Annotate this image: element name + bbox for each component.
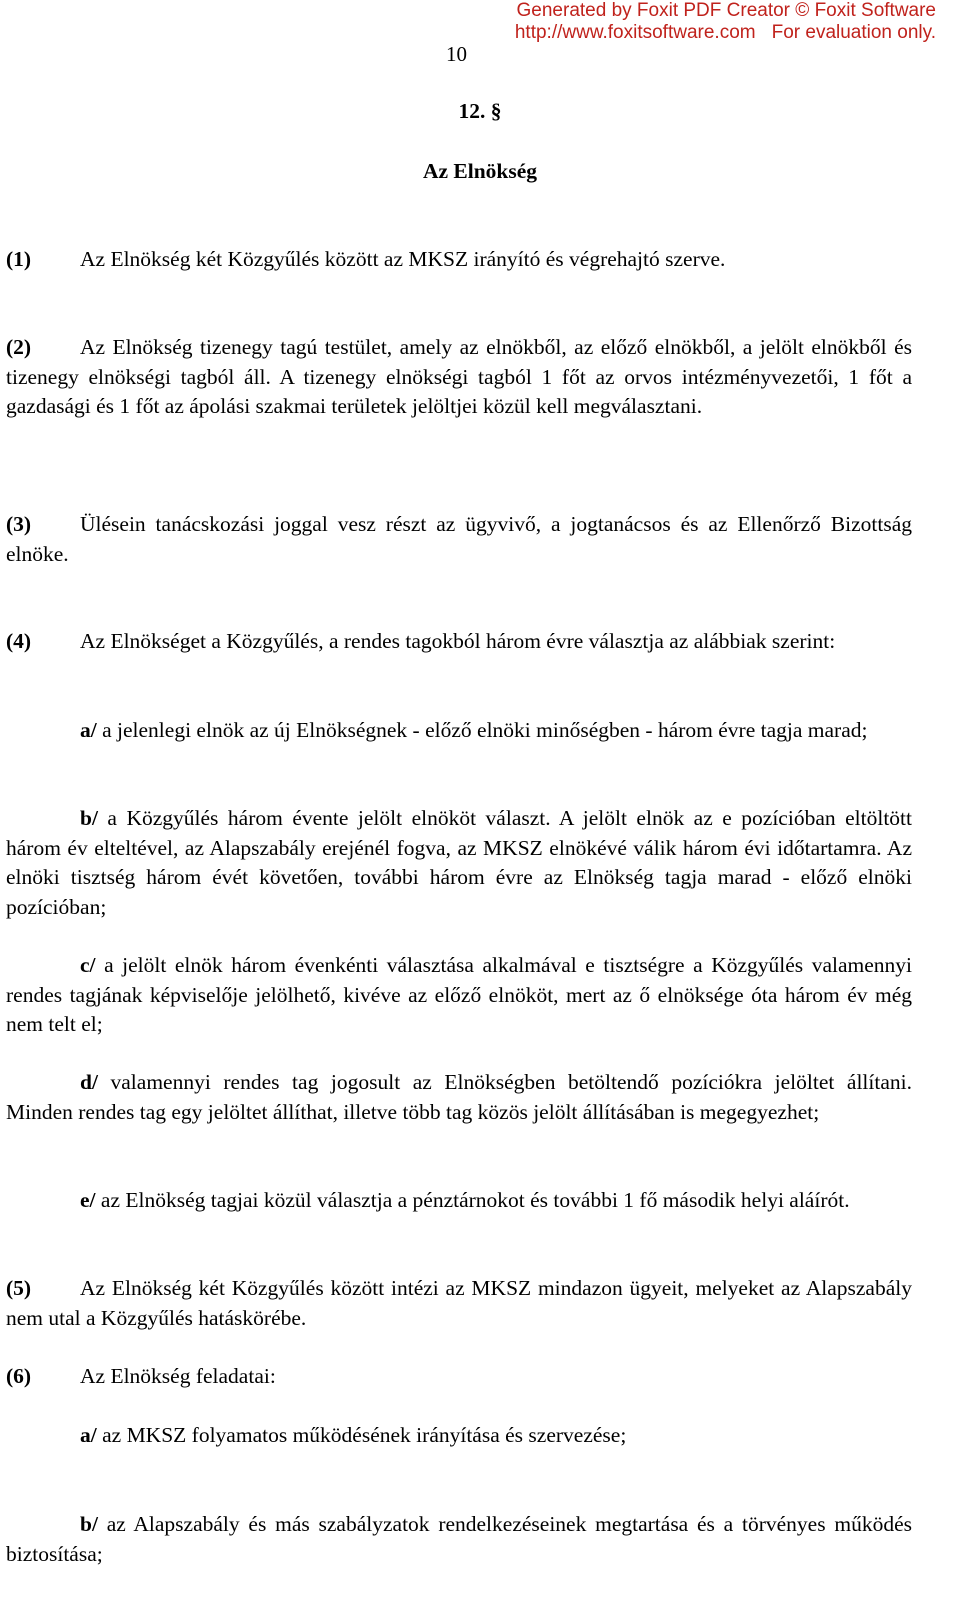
item-text: az Elnökség tagjai közül választja a pénztárnokot és további 1 fő második helyi aláírót. [95, 1188, 850, 1212]
item-label: b/ [80, 1512, 98, 1536]
paragraph-6-item-a [6, 1421, 912, 1451]
section-title: Az Elnökség [422, 159, 538, 183]
paragraph-number: (2) [6, 335, 32, 359]
foxit-watermark [515, 0, 936, 44]
item-label: a/ [80, 718, 97, 742]
paragraph-3 [6, 510, 912, 569]
paragraph-6 [6, 1362, 912, 1392]
item-label: b/ [80, 806, 98, 830]
paragraph-4-item-d [6, 1068, 912, 1127]
item-label: d/ [80, 1070, 98, 1094]
item-text: a jelenlegi elnök az új Elnökségnek - előző elnöki minőségben - három évre tagja marad; [96, 718, 868, 742]
watermark-line1: Generated by Foxit PDF Creator © Foxit Software [516, 0, 936, 21]
paragraph-text: Ülésein tanácskozási joggal vesz részt az ügyvivő, a jogtanácsos és az Ellenőrző Bizottság elnöke. [6, 512, 912, 566]
item-text: valamennyi rendes tag jogosult az Elnökségben betöltendő pozíciókra jelöltet állítani. Minden rendes tag egy jelöltet állíthat, illetve több tag közös jelölt állításában is megegyezhet; [6, 1070, 912, 1124]
item-text: a jelölt elnök három évenkénti választása alkalmával e tisztségre a Közgyűlés valamennyi rendes tagjának képviselője jelölhető, kivéve az előző elnököt, mert az ő elnöksége óta három év még nem telt el; [6, 953, 912, 1036]
paragraph-number: (5) [6, 1276, 32, 1300]
paragraph-4-item-b [6, 804, 912, 922]
paragraph-4-item-a [6, 716, 912, 746]
paragraph-5 [6, 1274, 912, 1333]
item-label: e/ [80, 1188, 96, 1212]
paragraph-number: (6) [6, 1364, 32, 1388]
item-text: az Alapszabály és más szabályzatok rendelkezéseinek megtartása és a törvényes működés biztosítása; [6, 1512, 912, 1566]
paragraph-number: (1) [6, 247, 32, 271]
paragraph-text: Az Elnökség két Közgyűlés között intézi az MKSZ mindazon ügyeit, melyeket az Alapszabály nem utal a Közgyűlés hatáskörébe. [6, 1276, 912, 1330]
item-text: az MKSZ folyamatos működésének irányítása és szervezése; [96, 1423, 627, 1447]
paragraph-1 [6, 245, 912, 275]
watermark-url: http://www.foxitsoftware.com [514, 22, 756, 43]
paragraph-2 [6, 333, 912, 422]
item-label: c/ [80, 953, 96, 977]
item-label: a/ [80, 1423, 97, 1447]
section-number: 12. § [458, 99, 502, 123]
item-text: a Közgyűlés három évente jelölt elnököt választ. A jelölt elnök az e pozícióban eltöltött három év elteltével, az Alapszabály erejénél fogva, az MKSZ elnökévé válik három évi időtartamra. Az elnöki tisztség három évét követően, további három évre az Elnökség tagja marad - előző elnöki pozícióban; [6, 806, 912, 919]
paragraph-number: (3) [6, 512, 32, 536]
paragraph-4-item-c [6, 951, 912, 1040]
watermark-note: For evaluation only. [771, 22, 936, 43]
paragraph-6-item-b [6, 1510, 912, 1569]
paragraph-text: Az Elnökség két Közgyűlés között az MKSZ irányító és végrehajtó szerve. [80, 247, 726, 271]
paragraph-text: Az Elnökség tizenegy tagú testület, amely az elnökből, az előző elnökből, a jelölt elnökből és tizenegy elnökségi tagból áll. A tizenegy elnökségi tagból 1 főt az orvos intézményvezetői, 1 főt a gazdasági és 1 főt az ápolási szakmai területek jelöltjei közül kell megválasztani. [6, 335, 912, 418]
paragraph-number: (4) [6, 629, 32, 653]
paragraph-4-item-e [6, 1186, 912, 1216]
paragraph-text: Az Elnökséget a Közgyűlés, a rendes tagokból három évre választja az alábbiak szerint: [80, 629, 836, 653]
paragraph-4 [6, 627, 912, 657]
paragraph-text: Az Elnökség feladatai: [80, 1364, 276, 1388]
page-number: 10 [446, 42, 467, 66]
